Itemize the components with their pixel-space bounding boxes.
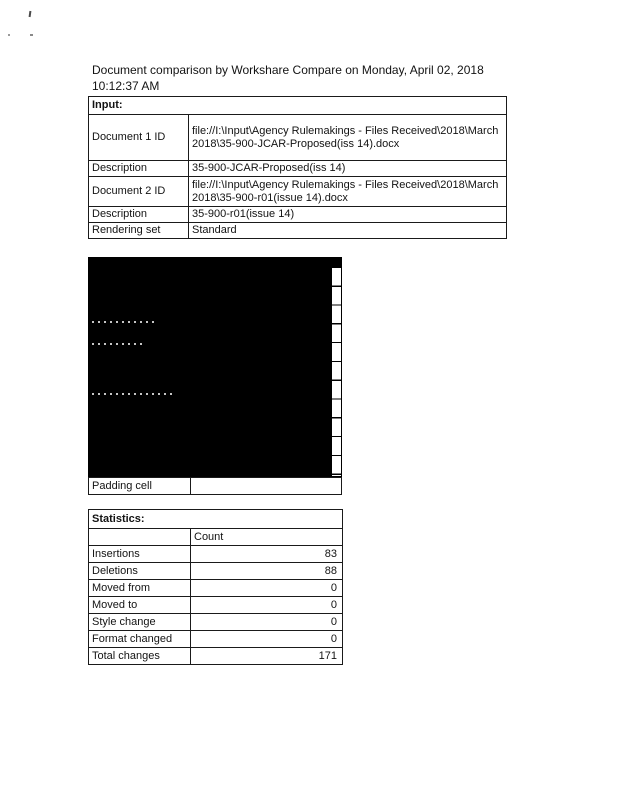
table-row <box>89 115 507 161</box>
rendering-set-label: Rendering set <box>89 223 189 239</box>
padding-cell-label: Padding cell <box>89 478 191 494</box>
table-row <box>89 223 507 239</box>
stat-count: 171 <box>191 648 343 665</box>
statistics-table <box>88 509 343 665</box>
table-row <box>89 648 343 665</box>
table-row <box>89 529 343 546</box>
stat-label: Style change <box>89 614 191 631</box>
stats-empty-cell <box>89 529 191 546</box>
stat-label: Deletions <box>89 563 191 580</box>
stat-label: Insertions <box>89 546 191 563</box>
legend-table-redaction-overlay <box>88 257 342 477</box>
count-column-header: Count <box>191 529 343 546</box>
table-row <box>89 161 507 177</box>
rendering-set-value: Standard <box>189 223 507 239</box>
scan-artifact <box>92 393 172 395</box>
description-1-label: Description <box>89 161 189 177</box>
stat-count: 0 <box>191 597 343 614</box>
table-row <box>89 597 343 614</box>
description-1-value: 35-900-JCAR-Proposed(iss 14) <box>189 161 507 177</box>
stat-count: 88 <box>191 563 343 580</box>
stat-label: Moved from <box>89 580 191 597</box>
table-row <box>89 614 343 631</box>
document-1-id-label: Document 1 ID <box>89 115 189 161</box>
page-title-line1: Document comparison by Workshare Compare on Monday, April 02, 2018 <box>92 63 484 77</box>
stat-label: Total changes <box>89 648 191 665</box>
input-table <box>88 96 507 239</box>
description-2-value: 35-900-r01(issue 14) <box>189 207 507 223</box>
statistics-table-header: Statistics: <box>89 510 343 529</box>
scan-artifact <box>92 343 142 345</box>
table-row <box>89 563 343 580</box>
document-2-id-value: file://I:\Input\Agency Rulemakings - Files Received\2018\March 2018\35-900-r01(issue 14).docx <box>189 177 507 207</box>
page-title-line2: 10:12:37 AM <box>92 78 160 93</box>
document-2-id-label: Document 2 ID <box>89 177 189 207</box>
stat-count: 0 <box>191 580 343 597</box>
scan-artifact <box>92 321 154 323</box>
description-2-label: Description <box>89 207 189 223</box>
table-row <box>89 546 343 563</box>
stat-count: 83 <box>191 546 343 563</box>
stat-label: Moved to <box>89 597 191 614</box>
table-row <box>89 207 507 223</box>
stat-label: Format changed <box>89 631 191 648</box>
padding-cell-row <box>88 477 342 495</box>
page-title <box>92 63 532 94</box>
scan-artifact <box>8 34 10 36</box>
stat-count: 0 <box>191 631 343 648</box>
legend-table-right-column <box>332 268 341 476</box>
table-row <box>89 580 343 597</box>
stat-count: 0 <box>191 614 343 631</box>
document-1-id-value: file://I:\Input\Agency Rulemakings - Files Received\2018\March 2018\35-900-JCAR-Proposed(iss 14).docx <box>189 115 507 161</box>
table-row <box>89 631 343 648</box>
table-row <box>89 177 507 207</box>
input-table-header: Input: <box>89 97 507 115</box>
scan-artifact <box>30 34 33 36</box>
scan-artifact <box>29 11 32 17</box>
